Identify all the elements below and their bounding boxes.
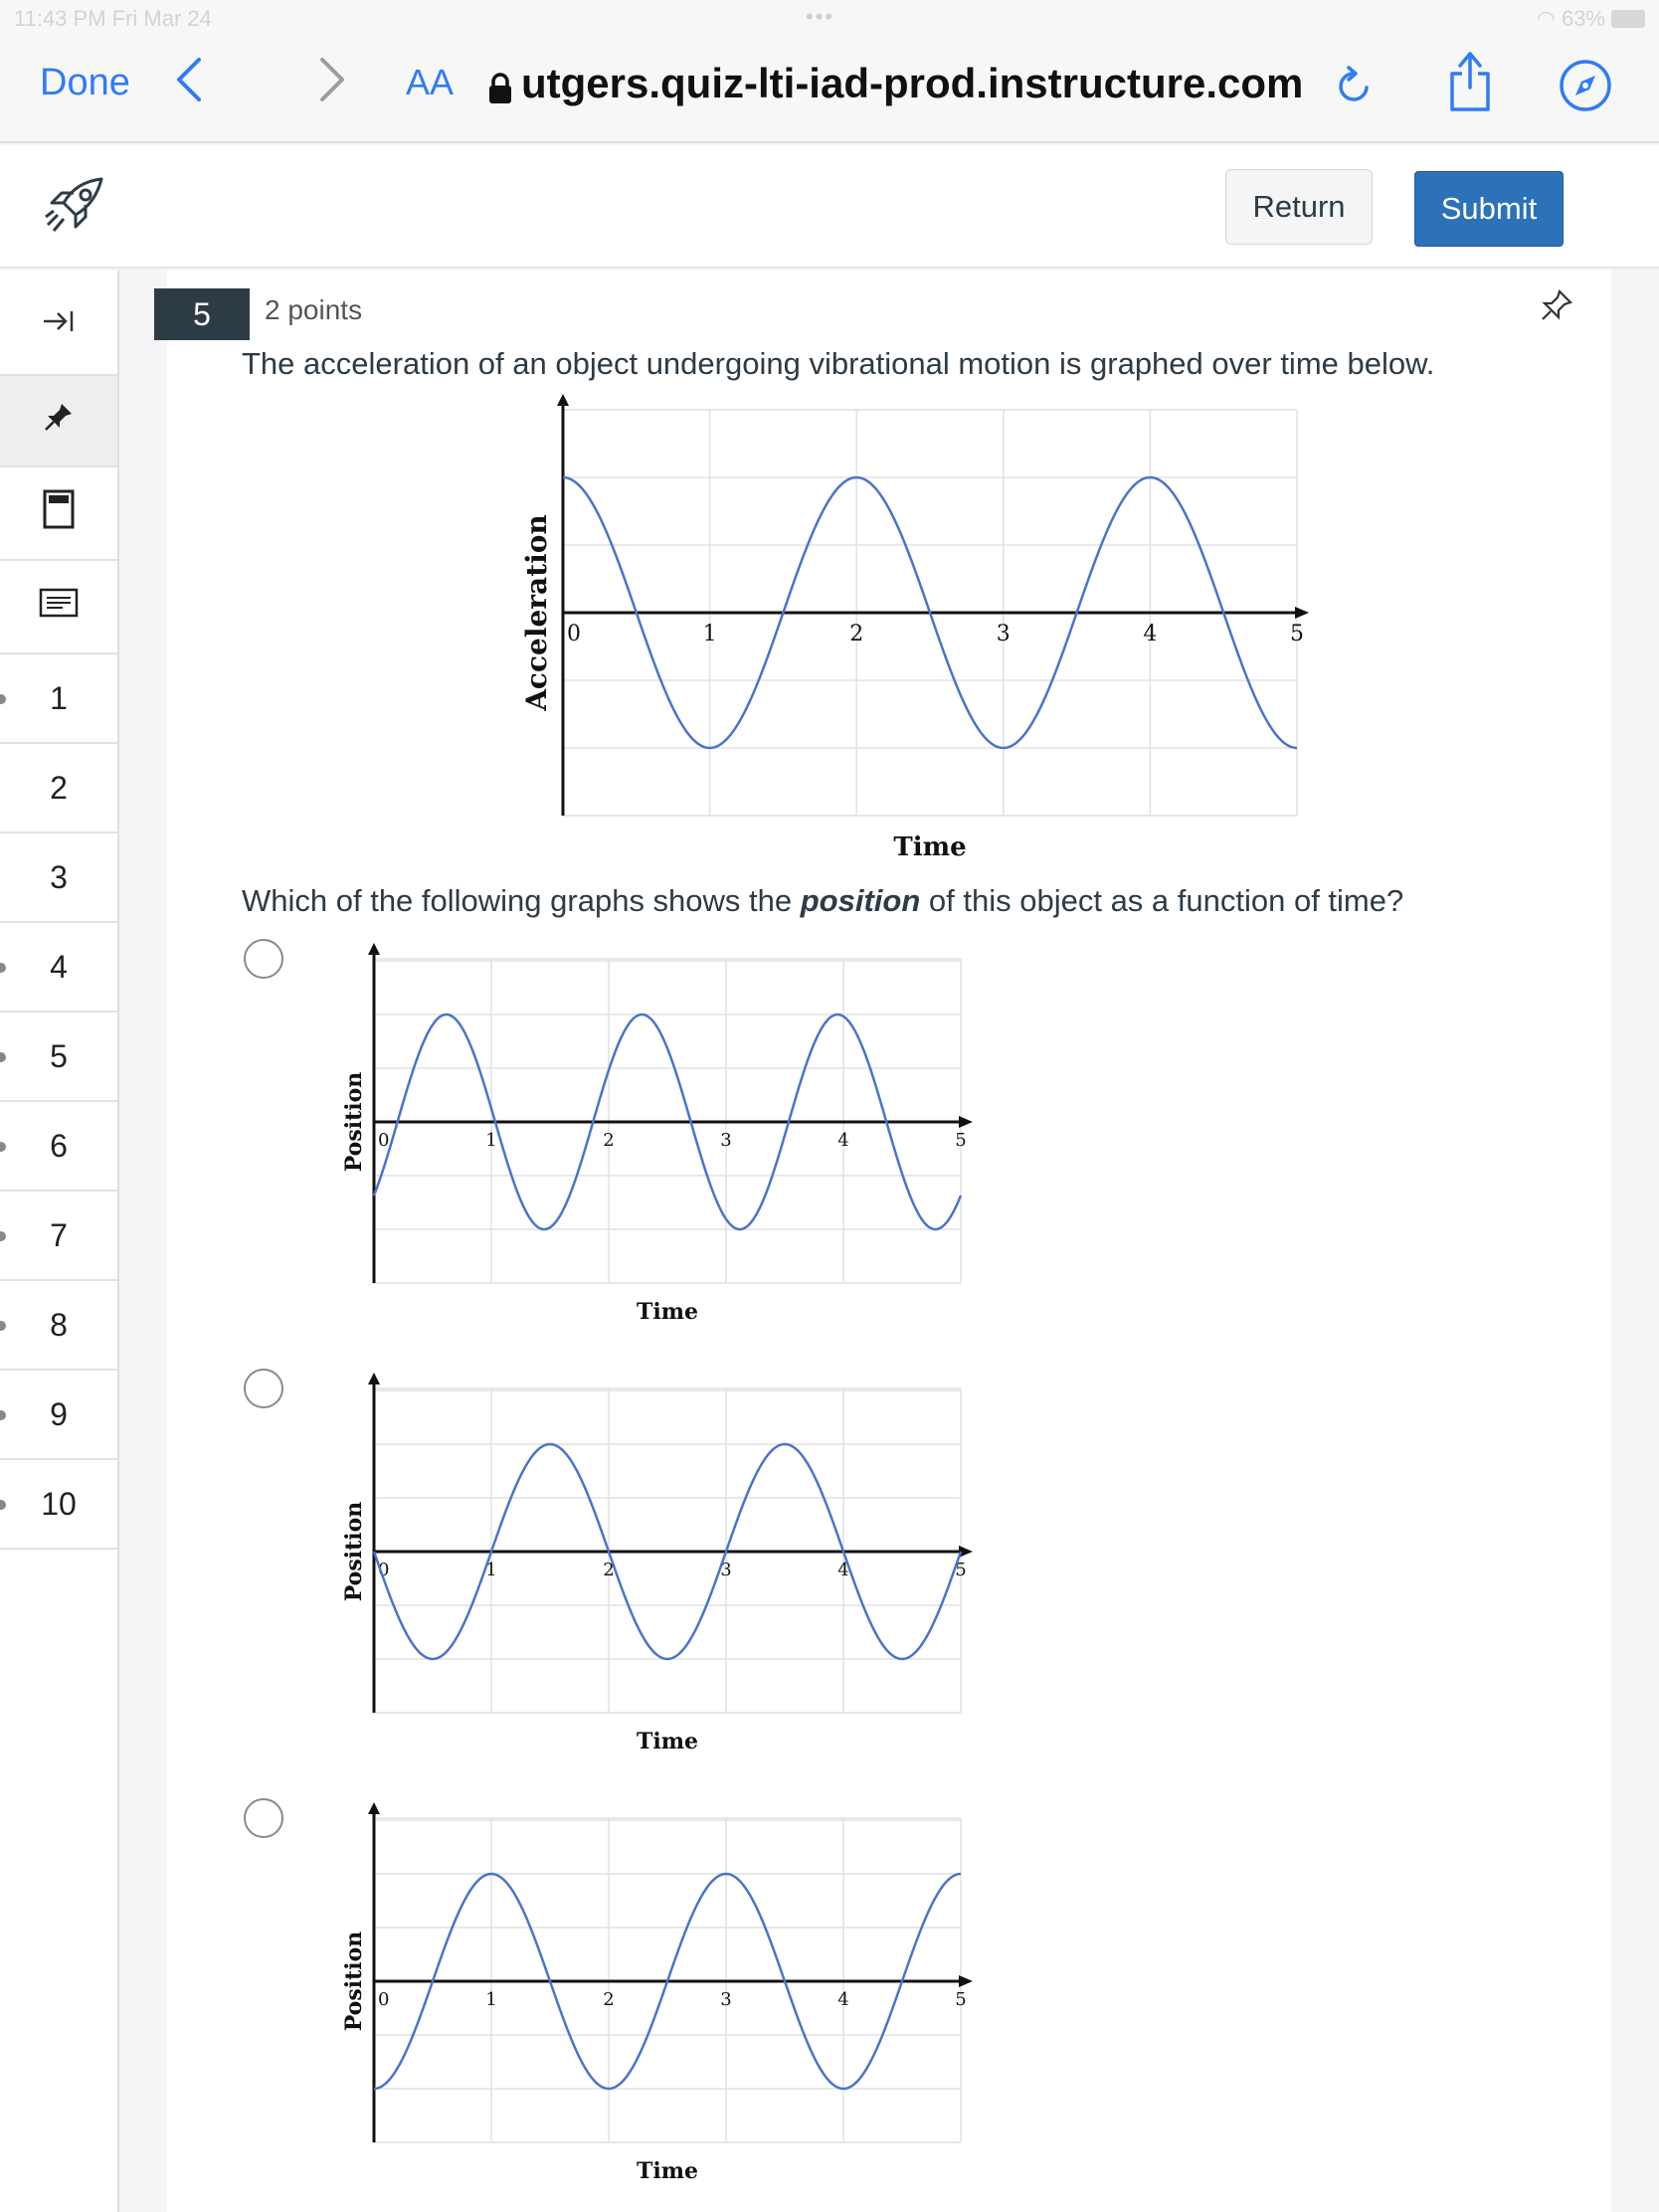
x-tick-label: 0: [378, 1989, 390, 2010]
text-size-button[interactable]: AA: [406, 62, 455, 102]
return-button[interactable]: Return: [1225, 169, 1373, 245]
x-axis-label: Time: [893, 832, 967, 862]
option-c-position-chart[interactable]: [342, 1812, 979, 2184]
question-number: 8: [50, 1306, 68, 1343]
wifi-icon: ◠: [1536, 6, 1556, 31]
option-a-position-chart[interactable]: [342, 953, 979, 1325]
answered-indicator: [0, 694, 6, 704]
status-time: 11:43 PM Fri Mar 24: [14, 6, 212, 31]
x-tick-label: 2: [603, 1560, 615, 1580]
question-prompt: [242, 883, 1403, 919]
share-icon[interactable]: [1444, 46, 1496, 122]
option-b-position-chart[interactable]: [342, 1382, 979, 1754]
battery-icon: [1611, 10, 1645, 28]
sidebar-question-7[interactable]: [0, 1192, 117, 1281]
submit-button[interactable]: Submit: [1414, 171, 1564, 247]
answered-indicator: [0, 1142, 6, 1152]
question-number: 2: [50, 769, 68, 806]
collapse-sidebar-button[interactable]: [0, 271, 117, 376]
forward-icon[interactable]: [314, 52, 350, 112]
calculator-button[interactable]: [0, 467, 117, 561]
x-axis-label: Time: [636, 1729, 699, 1754]
x-tick-label: 1: [485, 1989, 497, 2010]
y-axis-label: Position: [340, 1071, 367, 1173]
option-b-radio[interactable]: [244, 1369, 283, 1408]
x-tick-label: 3: [996, 622, 1011, 646]
x-tick-label: 4: [1143, 622, 1158, 646]
answered-indicator: [0, 1500, 6, 1510]
pin-icon: [44, 402, 74, 440]
x-tick-label: 5: [955, 1989, 967, 2010]
sidebar-question-1[interactable]: [0, 654, 117, 744]
x-axis-arrow: [959, 1546, 973, 1558]
answered-indicator: [0, 1321, 6, 1331]
x-tick-label: 1: [702, 622, 717, 646]
x-tick-label: 0: [378, 1130, 390, 1151]
x-tick-label: 0: [567, 622, 581, 646]
answered-indicator: [0, 1410, 6, 1420]
question-number: 6: [50, 1127, 68, 1164]
back-icon[interactable]: [171, 52, 207, 112]
question-number: 4: [50, 948, 68, 985]
sidebar-question-9[interactable]: [0, 1371, 117, 1460]
y-axis-label: Acceleration: [520, 514, 554, 711]
reload-icon[interactable]: [1333, 60, 1377, 112]
x-tick-label: 1: [485, 1130, 497, 1151]
sidebar-question-6[interactable]: [0, 1102, 117, 1192]
prompt-after: of this object as a function of time?: [920, 883, 1404, 918]
question-number: 9: [50, 1395, 68, 1432]
lock-icon: [487, 72, 513, 110]
answered-indicator: [0, 963, 6, 973]
x-tick-label: 5: [955, 1130, 967, 1151]
x-tick-label: 4: [837, 1989, 849, 2010]
browser-toolbar: [0, 38, 1659, 143]
x-axis-arrow: [959, 1116, 973, 1128]
x-axis-label: Time: [636, 2158, 699, 2184]
calculator-icon: [43, 489, 75, 537]
x-tick-label: 0: [378, 1560, 390, 1580]
question-number: 10: [41, 1485, 77, 1522]
status-right: [1537, 6, 1645, 32]
battery-percent: 63%: [1561, 6, 1605, 31]
notes-button[interactable]: [0, 561, 117, 654]
notepad-icon: [39, 588, 79, 626]
option-a-radio[interactable]: [244, 939, 283, 979]
sidebar-question-5[interactable]: [0, 1013, 117, 1102]
question-sidebar: [0, 271, 119, 2212]
x-tick-label: 5: [1290, 622, 1304, 646]
answered-indicator: [0, 1052, 6, 1062]
y-axis-label: Position: [340, 1501, 367, 1602]
pin-question-icon[interactable]: [1540, 288, 1573, 327]
question-text: The acceleration of an object undergoing vibrational motion is graphed over time below.: [242, 346, 1435, 381]
sidebar-question-10[interactable]: [0, 1460, 117, 1550]
x-tick-label: 4: [837, 1130, 849, 1151]
sidebar-question-8[interactable]: [0, 1281, 117, 1371]
x-tick-label: 5: [955, 1560, 967, 1580]
sidebar-question-3[interactable]: [0, 833, 117, 923]
option-c-radio[interactable]: [244, 1798, 283, 1838]
question-points: 2 points: [265, 294, 363, 325]
x-tick-label: 3: [720, 1989, 732, 2010]
status-bar: [0, 0, 1659, 38]
x-tick-label: 2: [603, 1989, 615, 2010]
answered-indicator: [0, 1231, 6, 1241]
question-number-badge: 5: [154, 288, 250, 340]
prompt-before: Which of the following graphs shows the: [242, 883, 801, 918]
acceleration-chart: [520, 406, 1304, 862]
question-number: 3: [50, 858, 68, 895]
pinned-filter-button[interactable]: [0, 376, 117, 467]
x-axis-label: Time: [636, 1299, 699, 1325]
question-number: 1: [50, 679, 68, 716]
x-tick-label: 3: [720, 1560, 732, 1580]
x-axis-arrow: [959, 1975, 973, 1987]
x-tick-label: 2: [603, 1130, 615, 1151]
rocket-icon: [44, 175, 107, 240]
arrow-to-right-icon: [42, 304, 76, 341]
y-axis-label: Position: [340, 1931, 367, 2032]
prompt-emphasis: position: [800, 883, 921, 918]
done-button[interactable]: Done: [40, 62, 130, 103]
sidebar-question-4[interactable]: [0, 923, 117, 1013]
multitasking-dots: •••: [806, 4, 835, 29]
quiz-header: [0, 145, 1659, 269]
question-number: 5: [50, 1037, 68, 1074]
question-number: 7: [50, 1216, 68, 1253]
x-tick-label: 2: [849, 622, 864, 646]
x-tick-label: 3: [720, 1130, 732, 1151]
url-field[interactable]: utgers.quiz-lti-iad-prod.instructure.com: [521, 60, 1304, 106]
x-tick-label: 4: [837, 1560, 849, 1580]
sidebar-question-2[interactable]: [0, 744, 117, 833]
x-tick-label: 1: [485, 1560, 497, 1580]
compass-icon[interactable]: [1558, 58, 1613, 118]
